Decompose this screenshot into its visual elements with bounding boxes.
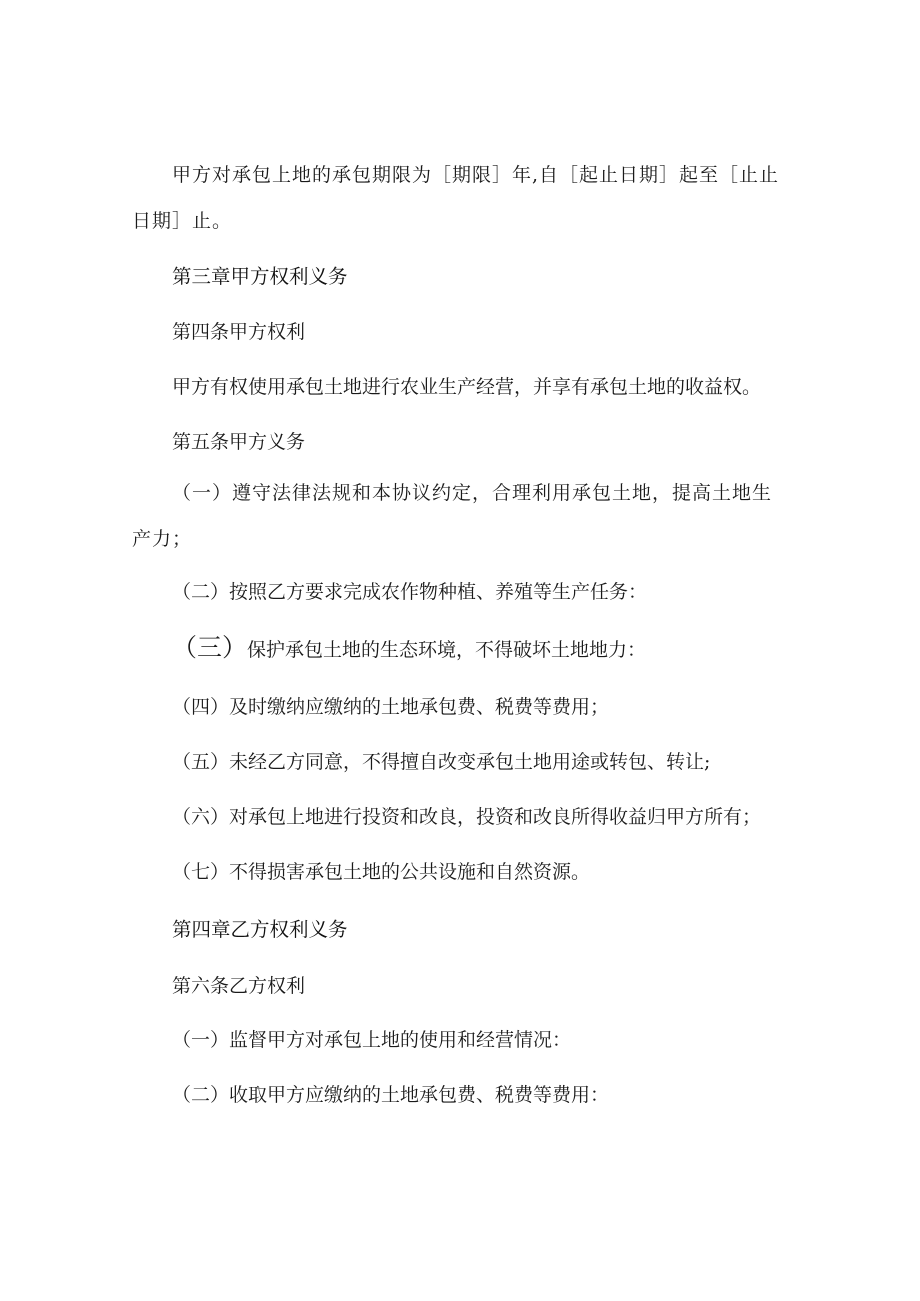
article-5-item-5: （五）未经乙方同意，不得擅自改变承包土地用途或转包、转让;: [172, 751, 711, 773]
article-5-item-7: （七）不得损害承包土地的公共设施和自然资源。: [172, 861, 591, 883]
article-5-item-3: [172, 628, 646, 664]
article-6-title: 第六条乙方权利: [172, 975, 306, 997]
article-5-item-4: （四）及时缴纳应缴纳的土地承包费、税费等费用；: [172, 696, 610, 718]
item-3-number: （三）: [172, 633, 248, 662]
article-6-item-1: （一）监督甲方对承包上地的使用和经营情况：: [172, 1029, 572, 1051]
article-5-item-6: （六）对承包上地进行投资和改良，投资和改良所得收益归甲方所有；: [172, 806, 762, 828]
term-paragraph: 甲方对承包上地的承包期限为［期限］年,自［起止日期］起至［止止日期］止。: [132, 164, 780, 232]
chapter-4-heading: 第四章乙方权利义务: [172, 918, 348, 941]
article-4-title: 第四条甲方权利: [172, 321, 306, 343]
item-3-text: 保护承包土地的生态环境，不得破坏土地地力：: [247, 639, 647, 661]
chapter-3-heading: 第三章甲方权利义务: [172, 265, 348, 288]
article-6-item-2: （二）收取甲方应缴纳的土地承包费、税费等费用：: [172, 1084, 610, 1106]
article-4-body: 甲方有权使用承包土地进行农业生产经营，并享有承包土地的收益权。: [172, 376, 762, 398]
article-5-title: 第五条甲方义务: [172, 431, 306, 453]
article-5-item-1: （一）遵守法律法规和本协议约定，合理利用承包土地，提高土地生产力；: [132, 482, 773, 550]
article-5-item-2: （二）按照乙方要求完成农作物种植、养殖等生产任务：: [172, 581, 648, 603]
